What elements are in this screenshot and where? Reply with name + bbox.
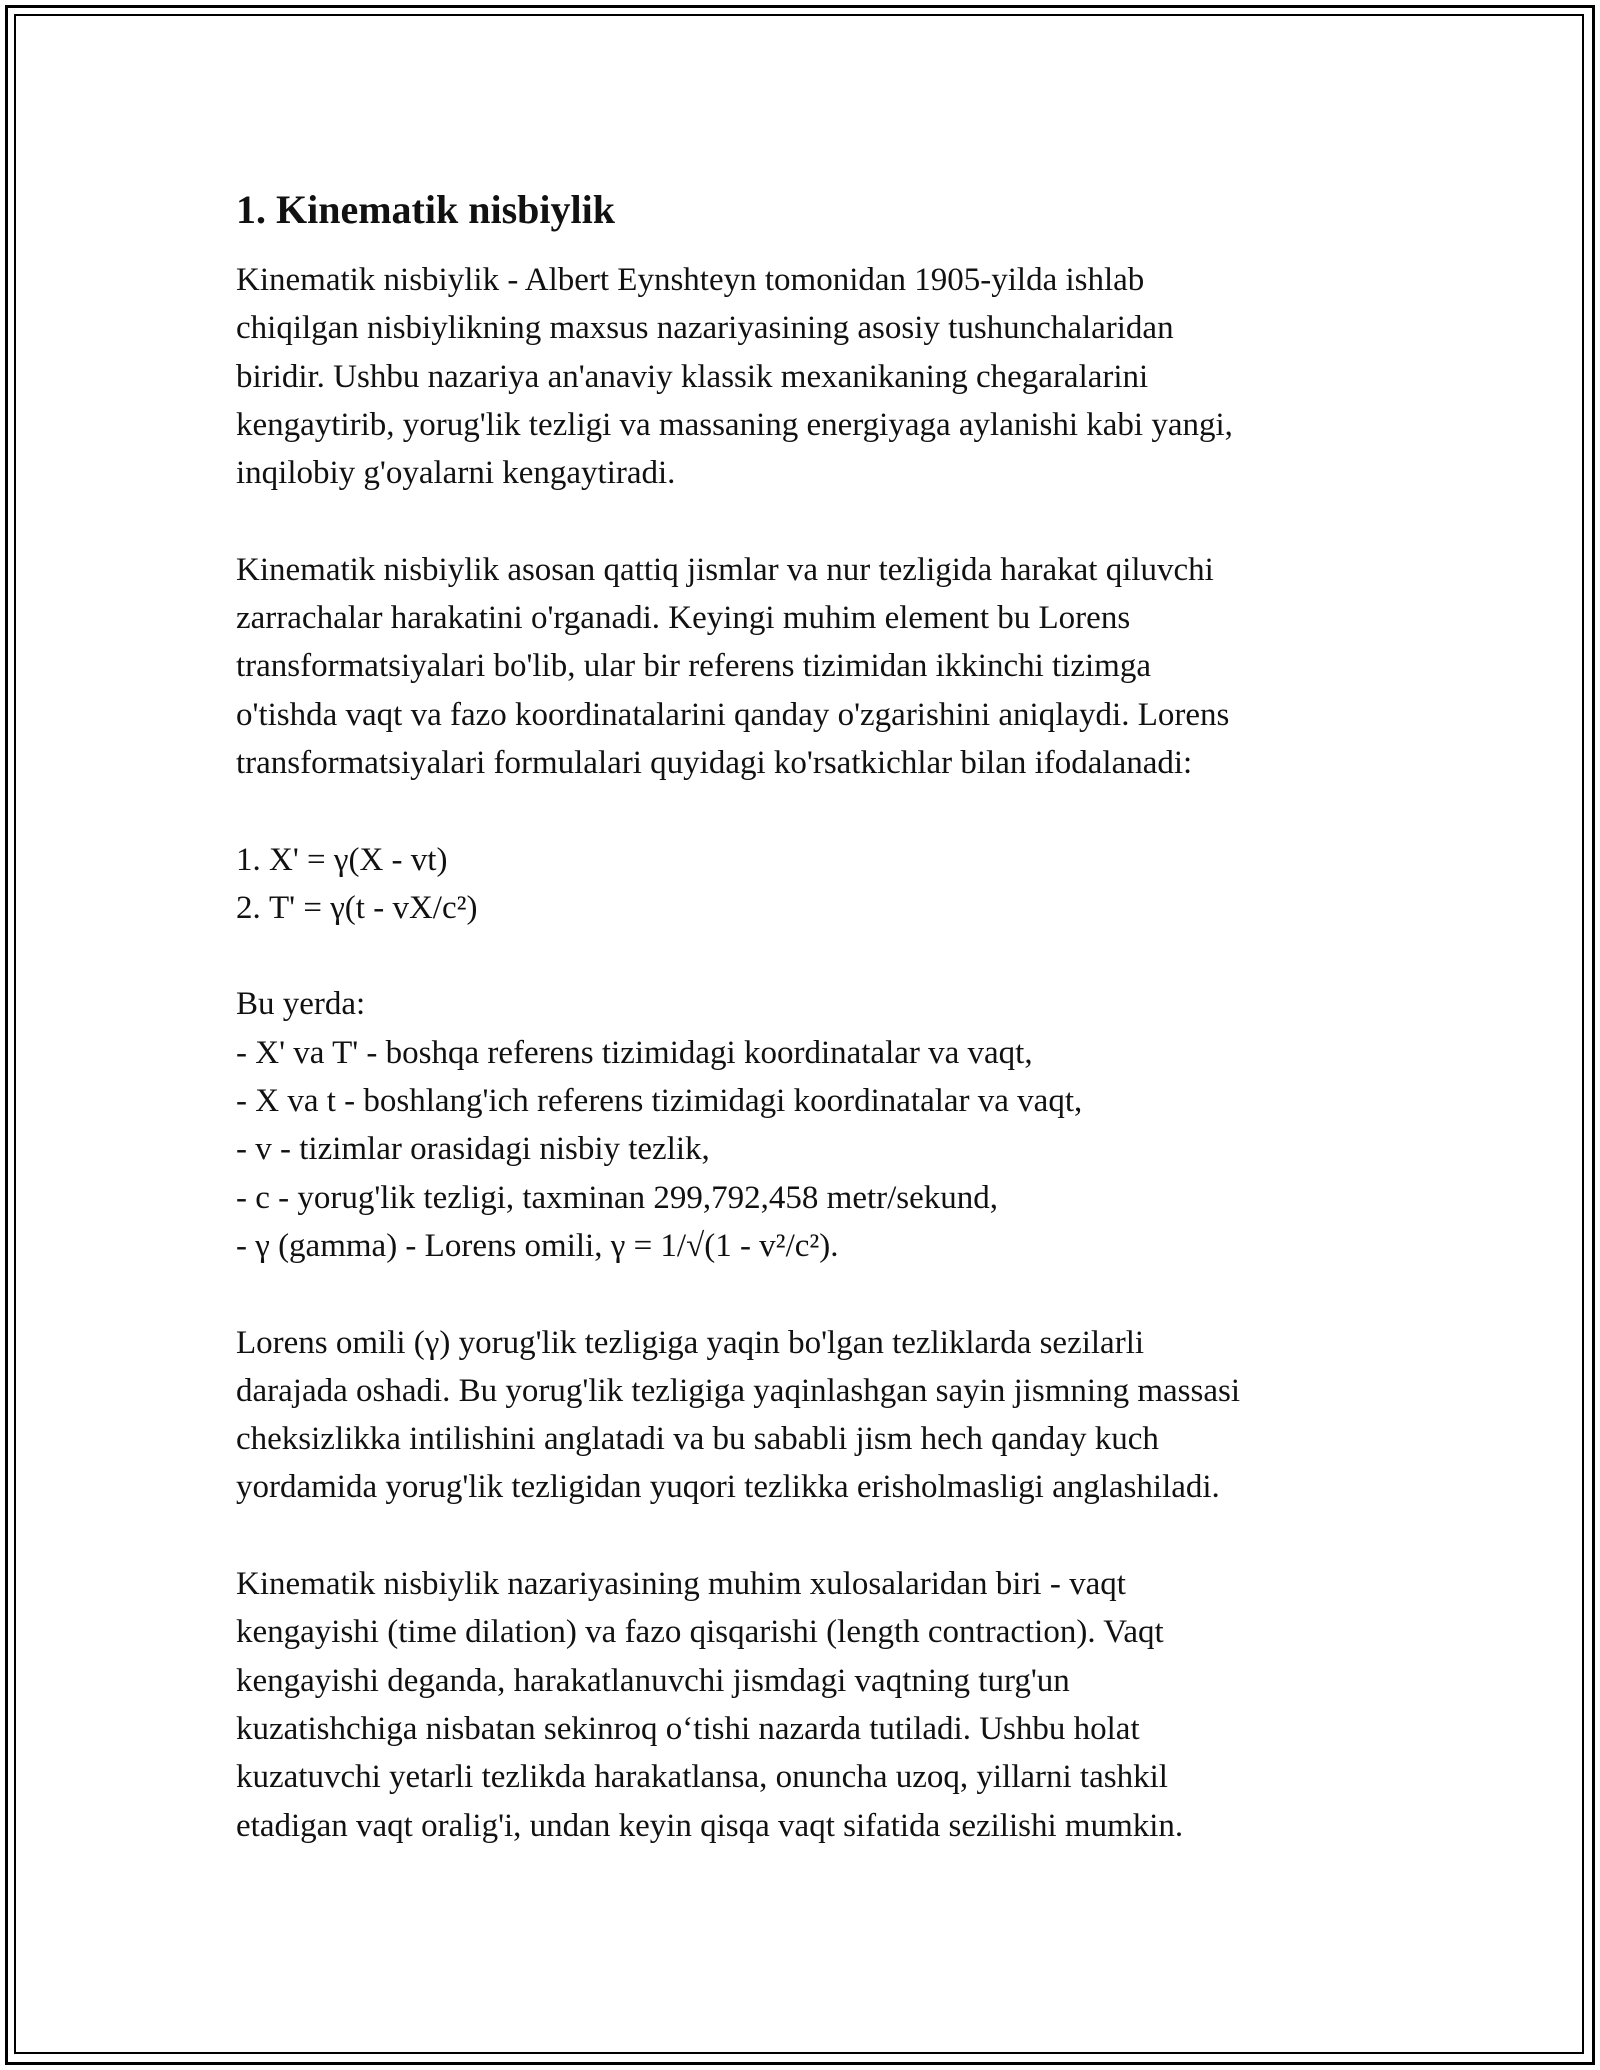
variable-definitions: Bu yerda: - X' va T' - boshqa referens tizimidagi koordinatalar va vaqt, - X va t - boshlang'ich referens tizimidagi koordinatalar va vaqt, - v - tizimlar orasidagi nisbiy tezlik, - c - yorug'lik tezligi, taxminan 299,792,458 metr/sekund, - γ (gamma) - Lorens omili, γ = 1/√(1 - v²/c²). <box>236 986 1083 1264</box>
paragraph-lorentz-intro: Kinematik nisbiylik asosan qattiq jismlar va nur tezligida harakat qiluvchi zarrachalar harakatini o'rganadi. Keyingi muhim element bu Lorens transformatsiyalari bo'lib, ular bir referens tizimidan ikkinchi tizimga o'tishda vaqt va fazo koordinatalarini qanday o'zgarishini aniqlaydi. Lorens transformatsiyalari formulalari quyidagi ko'rsatkichlar bilan ifodalanadi: <box>236 551 1230 781</box>
paragraph-spacer <box>236 787 1386 835</box>
section-heading: 1. Kinematik nisbiylik <box>236 187 615 232</box>
paragraph-lorentz-factor: Lorens omili (γ) yorug'lik tezligiga yaqin bo'lgan tezliklarda sezilarli darajada oshadi. Bu yorug'lik tezligiga yaqinlashgan sayin jismning massasi cheksizlikka intilishini anglatadi va bu sababli jism hech qanday kuch yordamida yorug'lik tezligidan yuqori tezlikka erisholmasligi anglashiladi. <box>236 1324 1241 1506</box>
paragraph-spacer <box>236 1270 1386 1318</box>
paragraph-spacer <box>236 932 1386 980</box>
paragraph-intro: Kinematik nisbiylik - Albert Eynshteyn tomonidan 1905-yilda ishlab chiqilgan nisbiylikning maxsus nazariyasining asosiy tushunchalaridan biridir. Ushbu nazariya an'anaviy klassik mexanikaning chegaralarini kengaytirib, yorug'lik tezligi va massaning energiyaga aylanishi kabi yangi, inqilobiy g'oyalarni kengaytiradi. <box>236 262 1233 492</box>
paragraph-time-dilation: Kinematik nisbiylik nazariyasining muhim xulosalaridan biri - vaqt kengayishi (time dilation) va fazo qisqarishi (length contraction). Vaqt kengayishi deganda, harakatlanuvchi jismdagi vaqtning turg'un kuzatishchiga nisbatan sekinroq o‘tishi nazarda tutiladi. Ushbu holat kuzatuvchi yetarli tezlikda harakatlansa, onuncha uzoq, yillarni tashkil etadigan vaqt oralig'i, undan keyin qisqa vaqt sifatida sezilishi mumkin. <box>236 1566 1184 1844</box>
paragraph-spacer <box>236 497 1386 545</box>
document-body <box>236 186 1386 1850</box>
formula-list: 1. X' = γ(X - vt) 2. T' = γ(t - vX/c²) <box>236 841 478 926</box>
paragraph-spacer <box>236 1512 1386 1560</box>
